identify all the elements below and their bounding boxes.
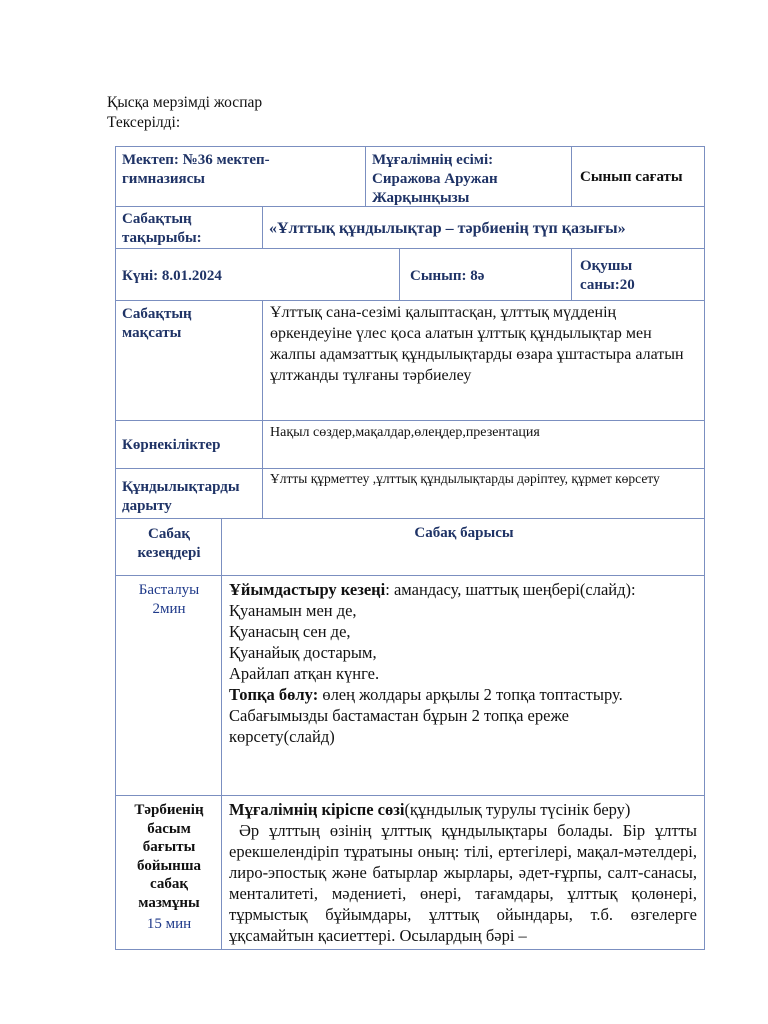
- topic-value: «Ұлттық құндылықтар – тәрбиенің түп қазығы»: [269, 220, 626, 237]
- topic-label: Сабақтың тақырыбы:: [122, 211, 202, 246]
- grade: Сынып: 8ә: [410, 268, 485, 284]
- poem-line: Арайлап атқан күнге.: [229, 664, 380, 683]
- intro-label: Мұғалімнің кіріспе сөзі: [229, 800, 405, 819]
- goal-text-cell: [262, 301, 705, 421]
- visuals-text: Нақыл сөздер,мақалдар,өлеңдер,презентация: [270, 425, 540, 440]
- intro-text: Әр ұлттың өзінің ұлттық құндылықтары болады. Бір ұлтты ерекшелендіріп тұратыны оның: тілі, ертегілері, мақал-мәтелдері, лиро-эпостық және батырлар жырлары, әдет-ғұрпы, салт-санасы, менталитеті, мәдениеті, өнері, тағамдары, ұлттық қолөнері, тұрмыстық бұйымдары, ұлттық ойындары, т.б. өзгелерге ұқсамайтын қасиеттері. Осылардың бәрі –: [229, 821, 697, 945]
- teacher-name: Сиражова Аружан Жарқынқызы: [372, 171, 498, 206]
- students-count: Оқушы саны:20: [580, 258, 635, 293]
- rules-text: Сабағымызды бастамастан бұрын 2 топқа ереже көрсету(слайд): [229, 706, 569, 746]
- poem-line: Қуанайық достарым,: [229, 643, 377, 662]
- visuals-label-cell: [115, 421, 262, 469]
- topic-value-cell: [262, 207, 705, 249]
- checked-label: Тексерілді:: [107, 114, 181, 131]
- stage1-time: 2мин: [152, 601, 186, 617]
- stage2-time: 15 мин: [146, 916, 192, 932]
- poem-line: Қуанасың сен де,: [229, 622, 351, 641]
- stages-header-cell: [115, 519, 221, 576]
- intro-note: (құндылық турулы түсінік беру): [404, 800, 631, 819]
- values-text-cell: [262, 469, 705, 519]
- grade-cell: [399, 249, 571, 301]
- school-cell: [115, 146, 365, 207]
- org-stage-line: [229, 579, 699, 600]
- date-cell: [115, 249, 399, 301]
- poem: [229, 600, 699, 684]
- teacher-label: Мұғалімнің есімі:: [372, 152, 494, 168]
- goal-label-cell: [115, 301, 262, 421]
- stage1-cell: [115, 576, 221, 796]
- intro-line: [229, 799, 699, 820]
- visuals-label: Көрнекіліктер: [122, 437, 221, 453]
- teacher-cell: [365, 146, 571, 207]
- stage1-name: Басталуы: [138, 582, 200, 598]
- group-text: өлең жолдары арқылы 2 топқа топтастыру.: [318, 685, 623, 704]
- stage2-name: Тәрбиенің басым бағыты бойынша сабақ мазмұны: [134, 802, 204, 911]
- class-hour: Сынып сағаты: [580, 169, 683, 185]
- stage2-content-cell: [221, 796, 705, 950]
- group-line: [229, 684, 699, 705]
- process-header: Сабақ барысы: [414, 525, 514, 541]
- group-label: Топқа бөлу:: [229, 685, 319, 704]
- stages-header: Сабақ кезеңдері: [137, 526, 201, 561]
- document-header: [107, 93, 262, 133]
- values-label: Құндылықтарды дарыту: [122, 479, 240, 514]
- goal-text: Ұлттық сана-сезімі қалыптасқан, ұлттық мүдденің өркендеуіне үлес қоса алатын ұлттық құндылықтар мен жалпы адамзаттық құндылықтарды өзара ұштастыра алатын ұлтжанды тұлғаны тәрбиелеу: [270, 304, 684, 384]
- stage2-cell: [115, 796, 221, 950]
- org-text: : амандасу, шаттық шеңбері(слайд):: [385, 580, 636, 599]
- lesson-date: Күні: 8.01.2024: [122, 268, 222, 284]
- students-cell: [571, 249, 705, 301]
- poem-line: Қуанамын мен де,: [229, 601, 357, 620]
- stage1-content-cell: [221, 576, 705, 796]
- values-label-cell: [115, 469, 262, 519]
- visuals-text-cell: [262, 421, 705, 469]
- org-label: Ұйымдастыру кезеңі: [229, 580, 386, 599]
- topic-label-cell: [115, 207, 262, 249]
- plan-title: Қысқа мерзімді жоспар: [107, 94, 263, 111]
- goal-label: Сабақтың мақсаты: [122, 306, 192, 341]
- values-text: Ұлтты құрметтеу ,ұлттық құндылықтарды дәріптеу, құрмет көрсету: [270, 471, 660, 486]
- process-header-cell: [221, 519, 705, 576]
- school-name: Мектеп: №36 мектеп-гимназиясы: [122, 152, 270, 187]
- class-hour-cell: [571, 146, 705, 207]
